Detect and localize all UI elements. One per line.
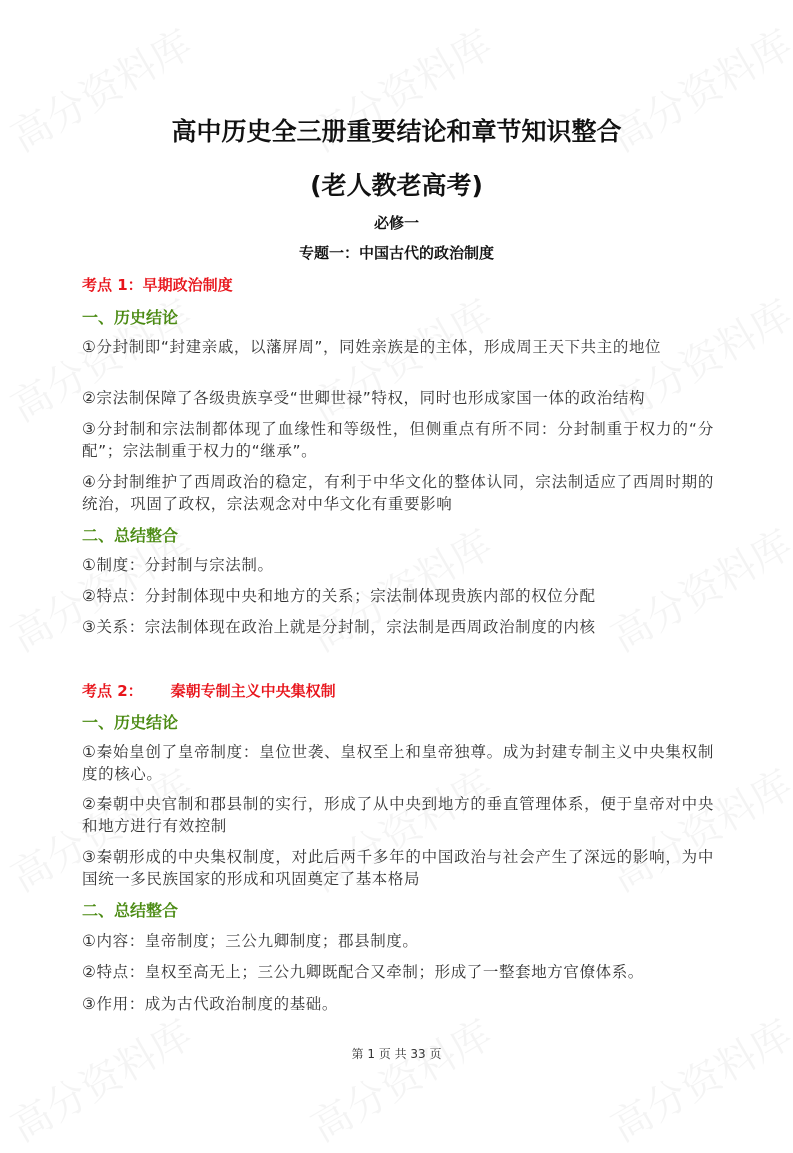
conclusion-item: ③分封制和宗法制都体现了血缘性和等级性，但侧重点有所不同：分封制重于权力的“分配”；宗法制重于权力的“继承”。 <box>82 420 714 460</box>
conclusion-item: ②宗法制保障了各级贵族享受“世卿世禄”特权，同时也形成家国一体的政治结构 <box>82 389 646 407</box>
conclusion-item: ②秦朝中央官制和郡县制的实行，形成了从中央到地方的垂直管理体系，便于皇帝对中央和地方进行有效控制 <box>82 795 714 835</box>
summary-item: ③作用：成为古代政治制度的基础。 <box>82 995 338 1013</box>
summary-heading: 二、总结整合 <box>82 526 179 545</box>
conclusion-item: ①秦始皇创了皇帝制度：皇位世袭、皇权至上和皇帝独尊。成为封建专制主义中央集权制度的核心。 <box>82 743 714 783</box>
exam-point-label: 考点 1： <box>82 276 143 294</box>
exam-point-1-heading <box>82 274 233 295</box>
topic-heading: 专题一：中国古代的政治制度 <box>298 244 494 262</box>
summary-item: ②特点：分封制体现中央和地方的关系；宗法制体现贵族内部的权位分配 <box>82 587 596 605</box>
summary-item: ①内容：皇帝制度；三公九卿制度；郡县制度。 <box>82 932 419 950</box>
page-footer: 第 1 页 共 33 页 <box>351 1047 442 1061</box>
watermark-text <box>299 1004 501 1153</box>
conclusion-item: ①分封制即“封建亲戚，以藩屏周”，同姓亲族是的主体，形成周王天下共主的地位 <box>82 338 662 356</box>
document-subtitle: (老人教老高考) <box>310 171 483 200</box>
exam-point-title: 秦朝专制主义中央集权制 <box>170 682 336 700</box>
watermark-text <box>599 1004 793 1153</box>
watermark-text <box>299 284 501 433</box>
summary-item: ③关系：宗法制体现在政治上就是分封制，宗法制是西周政治制度的内核 <box>82 618 596 636</box>
exam-point-label: 考点 2： <box>82 682 143 700</box>
conclusion-heading: 一、历史结论 <box>82 713 179 732</box>
watermark-text <box>0 1004 201 1153</box>
module-heading: 必修一 <box>373 214 419 232</box>
summary-item: ①制度：分封制与宗法制。 <box>82 556 274 574</box>
summary-heading: 二、总结整合 <box>82 901 179 920</box>
conclusion-heading: 一、历史结论 <box>82 308 179 327</box>
exam-point-title: 早期政治制度 <box>142 276 233 294</box>
document-title: 高中历史全三册重要结论和章节知识整合 <box>171 117 622 146</box>
watermark-text <box>599 284 793 433</box>
exam-point-2-heading <box>82 680 336 701</box>
conclusion-item: ③秦朝形成的中央集权制度，对此后两千多年的中国政治与社会产生了深远的影响，为中国统一多民族国家的形成和巩固奠定了基本格局 <box>82 848 714 888</box>
summary-item: ②特点：皇权至高无上；三公九卿既配合又牵制；形成了一整套地方官僚体系。 <box>82 963 644 981</box>
conclusion-item: ④分封制维护了西周政治的稳定，有利于中华文化的整体认同，宗法制适应了西周时期的统治，巩固了政权，宗法观念对中华文化有重要影响 <box>82 473 714 513</box>
